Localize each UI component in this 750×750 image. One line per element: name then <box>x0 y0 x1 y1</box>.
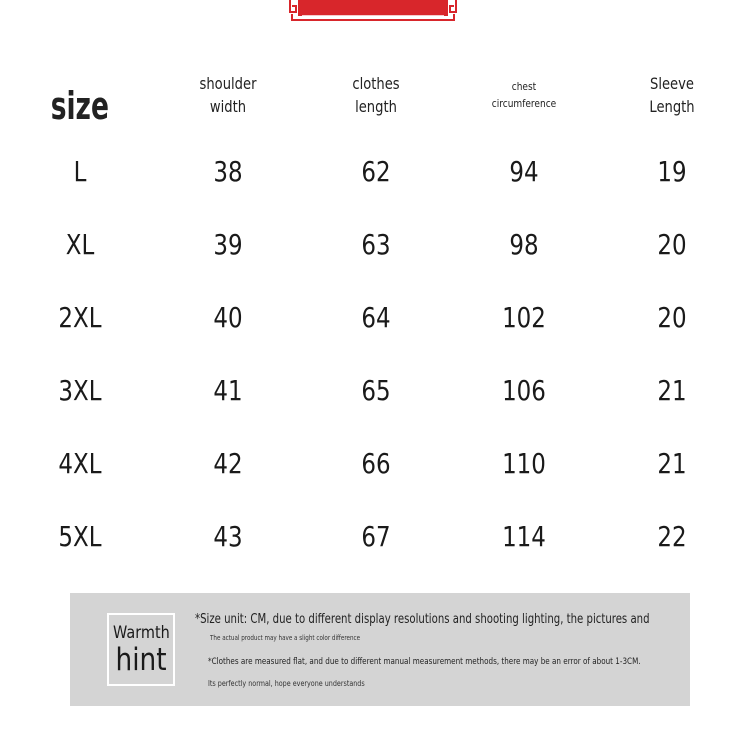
hint-title-bottom: hint <box>115 641 167 678</box>
shoulder-cell: 39 <box>213 228 243 261</box>
size-cell: XL <box>65 228 95 261</box>
chest-cell: 110 <box>502 447 546 480</box>
sleeve-cell: 21 <box>657 447 687 480</box>
size-cell: 4XL <box>58 447 102 480</box>
table-row <box>0 281 750 354</box>
hint-title-top: Warmth <box>112 622 170 643</box>
notice-line-1: *Size unit: CM, due to different display resolutions and shooting lighting, the pictures and <box>195 612 650 627</box>
shoulder-cell: 41 <box>213 374 243 407</box>
size-cell: 3XL <box>58 374 102 407</box>
shoulder-cell: 43 <box>213 520 243 553</box>
sleeve-cell: 22 <box>657 520 687 553</box>
decorative-banner <box>288 0 458 22</box>
chest-cell: 102 <box>502 301 546 334</box>
header-clothes-length: clothes length <box>352 74 400 116</box>
table-header <box>0 55 750 135</box>
chest-cell: 106 <box>502 374 546 407</box>
sleeve-cell: 19 <box>657 155 687 188</box>
shoulder-cell: 42 <box>213 447 243 480</box>
shoulder-cell: 40 <box>213 301 243 334</box>
notice-line-4: Its perfectly normal, hope everyone understands <box>208 679 365 688</box>
header-shoulder-width: shoulder width <box>199 74 257 116</box>
table-row <box>0 354 750 427</box>
length-cell: 65 <box>361 374 391 407</box>
warmth-hint-badge <box>107 613 175 686</box>
chest-cell: 94 <box>509 155 539 188</box>
sleeve-cell: 20 <box>657 301 687 334</box>
length-cell: 63 <box>361 228 391 261</box>
sleeve-cell: 21 <box>657 374 687 407</box>
warmth-hint-notice <box>70 593 690 706</box>
notice-line-3: *Clothes are measured flat, and due to different manual measurement methods, there may be an error of about 1-3CM. <box>208 657 641 667</box>
size-cell: L <box>73 155 87 188</box>
table-row <box>0 427 750 500</box>
chest-cell: 114 <box>502 520 546 553</box>
table-row <box>0 135 750 208</box>
size-cell: 2XL <box>58 301 102 334</box>
length-cell: 66 <box>361 447 391 480</box>
chest-cell: 98 <box>509 228 539 261</box>
header-sleeve-length: Sleeve Length <box>649 74 695 116</box>
header-chest-circumference: chest circumference <box>491 80 557 110</box>
header-size: size <box>50 83 110 128</box>
shoulder-cell: 38 <box>213 155 243 188</box>
table-row <box>0 208 750 281</box>
size-cell: 5XL <box>58 520 102 553</box>
table-row <box>0 500 750 573</box>
size-table <box>0 55 750 573</box>
length-cell: 67 <box>361 520 391 553</box>
sleeve-cell: 20 <box>657 228 687 261</box>
notice-line-2: The actual product may have a slight color difference <box>210 634 361 642</box>
length-cell: 62 <box>361 155 391 188</box>
length-cell: 64 <box>361 301 391 334</box>
